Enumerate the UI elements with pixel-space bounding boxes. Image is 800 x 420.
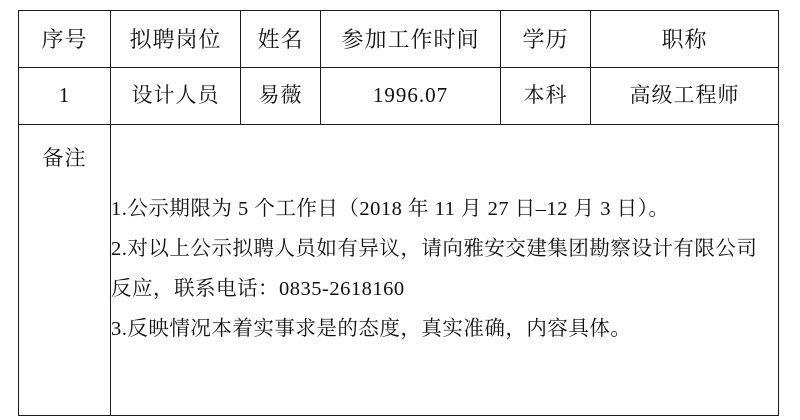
table-row — [19, 68, 779, 125]
remark-item: 1.公示期限为 5 个工作日（2018 年 11 月 27 日–12 月 3 日）。 — [111, 198, 670, 221]
column-header-work-start: 参加工作时间 — [321, 11, 501, 68]
candidate-notice-table — [18, 10, 779, 416]
column-header-education: 学历 — [501, 11, 591, 68]
table-header-row — [19, 11, 779, 68]
column-header-title: 职称 — [591, 11, 779, 68]
remark-list — [111, 190, 778, 350]
remark-item: 2.对以上公示拟聘人员如有异议，请向雅安交建集团勘察设计有限公司反应，联系电话：0835-2618160 — [111, 238, 758, 300]
remark-row — [19, 125, 779, 416]
remark-content — [111, 125, 779, 416]
remark-item: 3.反映情况本着实事求是的态度，真实准确，内容具体。 — [111, 317, 632, 340]
remark-label: 备注 — [19, 125, 111, 416]
column-header-position: 拟聘岗位 — [111, 11, 241, 68]
cell-work-start: 1996.07 — [321, 68, 501, 125]
cell-education: 本科 — [501, 68, 591, 125]
cell-name: 易薇 — [241, 68, 321, 125]
cell-index: 1 — [19, 68, 111, 125]
document-page — [0, 10, 800, 420]
column-header-name: 姓名 — [241, 11, 321, 68]
cell-position: 设计人员 — [111, 68, 241, 125]
column-header-index: 序号 — [19, 11, 111, 68]
cell-title: 高级工程师 — [591, 68, 779, 125]
